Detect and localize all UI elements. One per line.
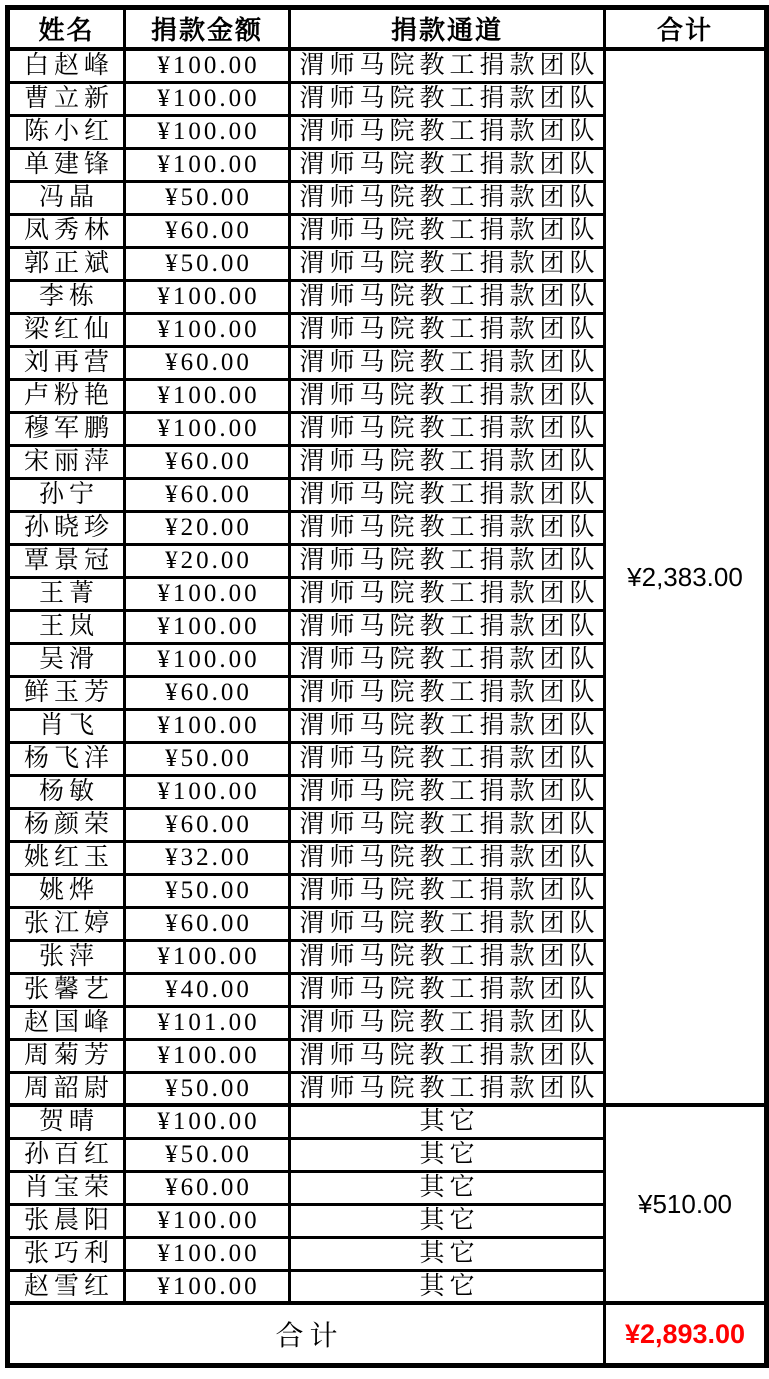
donation-channel-cell: 渭师马院教工捐款团队 bbox=[290, 676, 605, 709]
donation-amount-cell: ¥100.00 bbox=[125, 82, 290, 115]
donation-amount-cell: ¥50.00 bbox=[125, 874, 290, 907]
donation-channel-cell: 渭师马院教工捐款团队 bbox=[290, 478, 605, 511]
donation-channel-cell: 渭师马院教工捐款团队 bbox=[290, 511, 605, 544]
donation-channel-cell: 其它 bbox=[290, 1270, 605, 1303]
donor-name-cell: 王岚 bbox=[8, 610, 125, 643]
donation-amount-cell: ¥100.00 bbox=[125, 148, 290, 181]
donation-channel-cell: 其它 bbox=[290, 1171, 605, 1204]
donation-amount-cell: ¥100.00 bbox=[125, 313, 290, 346]
donor-name-cell: 陈小红 bbox=[8, 115, 125, 148]
donation-amount-cell: ¥50.00 bbox=[125, 181, 290, 214]
donation-channel-cell: 渭师马院教工捐款团队 bbox=[290, 247, 605, 280]
donation-channel-cell: 渭师马院教工捐款团队 bbox=[290, 775, 605, 808]
donor-name-cell: 姚红玉 bbox=[8, 841, 125, 874]
donation-channel-cell: 渭师马院教工捐款团队 bbox=[290, 379, 605, 412]
donor-name-cell: 郭正斌 bbox=[8, 247, 125, 280]
donation-amount-cell: ¥32.00 bbox=[125, 841, 290, 874]
donation-amount-cell: ¥100.00 bbox=[125, 577, 290, 610]
donation-channel-cell: 其它 bbox=[290, 1138, 605, 1171]
donation-amount-cell: ¥100.00 bbox=[125, 1204, 290, 1237]
donation-amount-cell: ¥100.00 bbox=[125, 1270, 290, 1303]
header-total: 合计 bbox=[605, 8, 767, 50]
donation-channel-cell: 渭师马院教工捐款团队 bbox=[290, 1072, 605, 1105]
donation-channel-cell: 渭师马院教工捐款团队 bbox=[290, 148, 605, 181]
group-subtotal-cell: ¥510.00 bbox=[605, 1105, 767, 1303]
donation-channel-cell: 渭师马院教工捐款团队 bbox=[290, 181, 605, 214]
donor-name-cell: 梁红仙 bbox=[8, 313, 125, 346]
donor-row bbox=[8, 1105, 767, 1138]
donation-channel-cell: 渭师马院教工捐款团队 bbox=[290, 841, 605, 874]
donation-channel-cell: 渭师马院教工捐款团队 bbox=[290, 1039, 605, 1072]
donation-amount-cell: ¥50.00 bbox=[125, 1138, 290, 1171]
donor-name-cell: 卢粉艳 bbox=[8, 379, 125, 412]
donation-channel-cell: 渭师马院教工捐款团队 bbox=[290, 742, 605, 775]
donor-name-cell: 宋丽萍 bbox=[8, 445, 125, 478]
donor-name-cell: 姚烨 bbox=[8, 874, 125, 907]
donor-name-cell: 贺晴 bbox=[8, 1105, 125, 1138]
donor-name-cell: 覃景冠 bbox=[8, 544, 125, 577]
donation-channel-cell: 其它 bbox=[290, 1204, 605, 1237]
donation-channel-cell: 渭师马院教工捐款团队 bbox=[290, 940, 605, 973]
donation-channel-cell: 渭师马院教工捐款团队 bbox=[290, 544, 605, 577]
donor-name-cell: 孙晓珍 bbox=[8, 511, 125, 544]
donation-amount-cell: ¥40.00 bbox=[125, 973, 290, 1006]
header-row bbox=[8, 8, 767, 50]
donation-amount-cell: ¥100.00 bbox=[125, 1039, 290, 1072]
donor-name-cell: 冯晶 bbox=[8, 181, 125, 214]
donor-name-cell: 杨颜荣 bbox=[8, 808, 125, 841]
donation-amount-cell: ¥100.00 bbox=[125, 1105, 290, 1138]
header-name: 姓名 bbox=[8, 8, 125, 50]
donor-name-cell: 王菁 bbox=[8, 577, 125, 610]
donation-amount-cell: ¥50.00 bbox=[125, 742, 290, 775]
donor-name-cell: 张巧利 bbox=[8, 1237, 125, 1270]
donor-name-cell: 杨敏 bbox=[8, 775, 125, 808]
donor-name-cell: 吴滑 bbox=[8, 643, 125, 676]
donation-amount-cell: ¥100.00 bbox=[125, 379, 290, 412]
donation-channel-cell: 渭师马院教工捐款团队 bbox=[290, 808, 605, 841]
donation-amount-cell: ¥100.00 bbox=[125, 610, 290, 643]
donation-amount-cell: ¥60.00 bbox=[125, 214, 290, 247]
header-amount: 捐款金额 bbox=[125, 8, 290, 50]
donor-name-cell: 赵国峰 bbox=[8, 1006, 125, 1039]
donation-amount-cell: ¥60.00 bbox=[125, 1171, 290, 1204]
donation-channel-cell: 渭师马院教工捐款团队 bbox=[290, 115, 605, 148]
donor-name-cell: 刘再营 bbox=[8, 346, 125, 379]
donor-name-cell: 周韶尉 bbox=[8, 1072, 125, 1105]
donation-channel-cell: 渭师马院教工捐款团队 bbox=[290, 49, 605, 82]
donation-channel-cell: 渭师马院教工捐款团队 bbox=[290, 709, 605, 742]
donation-amount-cell: ¥100.00 bbox=[125, 49, 290, 82]
donor-name-cell: 孙百红 bbox=[8, 1138, 125, 1171]
donor-name-cell: 单建锋 bbox=[8, 148, 125, 181]
donation-channel-cell: 渭师马院教工捐款团队 bbox=[290, 214, 605, 247]
donation-channel-cell: 渭师马院教工捐款团队 bbox=[290, 973, 605, 1006]
donation-amount-cell: ¥60.00 bbox=[125, 445, 290, 478]
donor-name-cell: 张江婷 bbox=[8, 907, 125, 940]
donation-channel-cell: 渭师马院教工捐款团队 bbox=[290, 280, 605, 313]
grand-total-label: 合计 bbox=[8, 1303, 605, 1366]
donation-amount-cell: ¥100.00 bbox=[125, 775, 290, 808]
donation-channel-cell: 渭师马院教工捐款团队 bbox=[290, 82, 605, 115]
donation-channel-cell: 渭师马院教工捐款团队 bbox=[290, 610, 605, 643]
donation-channel-cell: 其它 bbox=[290, 1105, 605, 1138]
donation-amount-cell: ¥100.00 bbox=[125, 280, 290, 313]
donation-amount-cell: ¥60.00 bbox=[125, 676, 290, 709]
donation-amount-cell: ¥60.00 bbox=[125, 478, 290, 511]
donor-name-cell: 周菊芳 bbox=[8, 1039, 125, 1072]
donation-amount-cell: ¥100.00 bbox=[125, 643, 290, 676]
donor-row bbox=[8, 49, 767, 82]
donation-table bbox=[5, 5, 769, 1368]
donation-channel-cell: 渭师马院教工捐款团队 bbox=[290, 577, 605, 610]
group-subtotal-cell: ¥2,383.00 bbox=[605, 49, 767, 1105]
donation-amount-cell: ¥101.00 bbox=[125, 1006, 290, 1039]
donor-name-cell: 张萍 bbox=[8, 940, 125, 973]
donation-channel-cell: 渭师马院教工捐款团队 bbox=[290, 874, 605, 907]
donation-channel-cell: 渭师马院教工捐款团队 bbox=[290, 1006, 605, 1039]
donation-channel-cell: 其它 bbox=[290, 1237, 605, 1270]
donation-amount-cell: ¥50.00 bbox=[125, 1072, 290, 1105]
donor-name-cell: 赵雪红 bbox=[8, 1270, 125, 1303]
donor-name-cell: 孙宁 bbox=[8, 478, 125, 511]
donor-name-cell: 鲜玉芳 bbox=[8, 676, 125, 709]
donation-channel-cell: 渭师马院教工捐款团队 bbox=[290, 346, 605, 379]
donation-channel-cell: 渭师马院教工捐款团队 bbox=[290, 445, 605, 478]
donor-name-cell: 白赵峰 bbox=[8, 49, 125, 82]
donor-name-cell: 凤秀林 bbox=[8, 214, 125, 247]
donor-name-cell: 李栋 bbox=[8, 280, 125, 313]
header-channel: 捐款通道 bbox=[290, 8, 605, 50]
donation-amount-cell: ¥20.00 bbox=[125, 544, 290, 577]
donation-amount-cell: ¥100.00 bbox=[125, 709, 290, 742]
donation-amount-cell: ¥20.00 bbox=[125, 511, 290, 544]
donation-channel-cell: 渭师马院教工捐款团队 bbox=[290, 643, 605, 676]
donation-amount-cell: ¥100.00 bbox=[125, 412, 290, 445]
grand-total-value: ¥2,893.00 bbox=[605, 1303, 767, 1366]
donor-name-cell: 穆军鹏 bbox=[8, 412, 125, 445]
donation-amount-cell: ¥100.00 bbox=[125, 940, 290, 973]
donation-channel-cell: 渭师马院教工捐款团队 bbox=[290, 412, 605, 445]
donation-channel-cell: 渭师马院教工捐款团队 bbox=[290, 313, 605, 346]
donation-amount-cell: ¥100.00 bbox=[125, 115, 290, 148]
donation-amount-cell: ¥60.00 bbox=[125, 907, 290, 940]
donor-name-cell: 杨飞洋 bbox=[8, 742, 125, 775]
donation-amount-cell: ¥60.00 bbox=[125, 808, 290, 841]
donor-name-cell: 张馨艺 bbox=[8, 973, 125, 1006]
donation-amount-cell: ¥50.00 bbox=[125, 247, 290, 280]
donation-rows bbox=[8, 49, 767, 1303]
donor-name-cell: 张晨阳 bbox=[8, 1204, 125, 1237]
grand-total-row bbox=[8, 1303, 767, 1366]
donor-name-cell: 肖宝荣 bbox=[8, 1171, 125, 1204]
donation-amount-cell: ¥100.00 bbox=[125, 1237, 290, 1270]
donation-channel-cell: 渭师马院教工捐款团队 bbox=[290, 907, 605, 940]
donor-name-cell: 肖飞 bbox=[8, 709, 125, 742]
donation-amount-cell: ¥60.00 bbox=[125, 346, 290, 379]
donor-name-cell: 曹立新 bbox=[8, 82, 125, 115]
